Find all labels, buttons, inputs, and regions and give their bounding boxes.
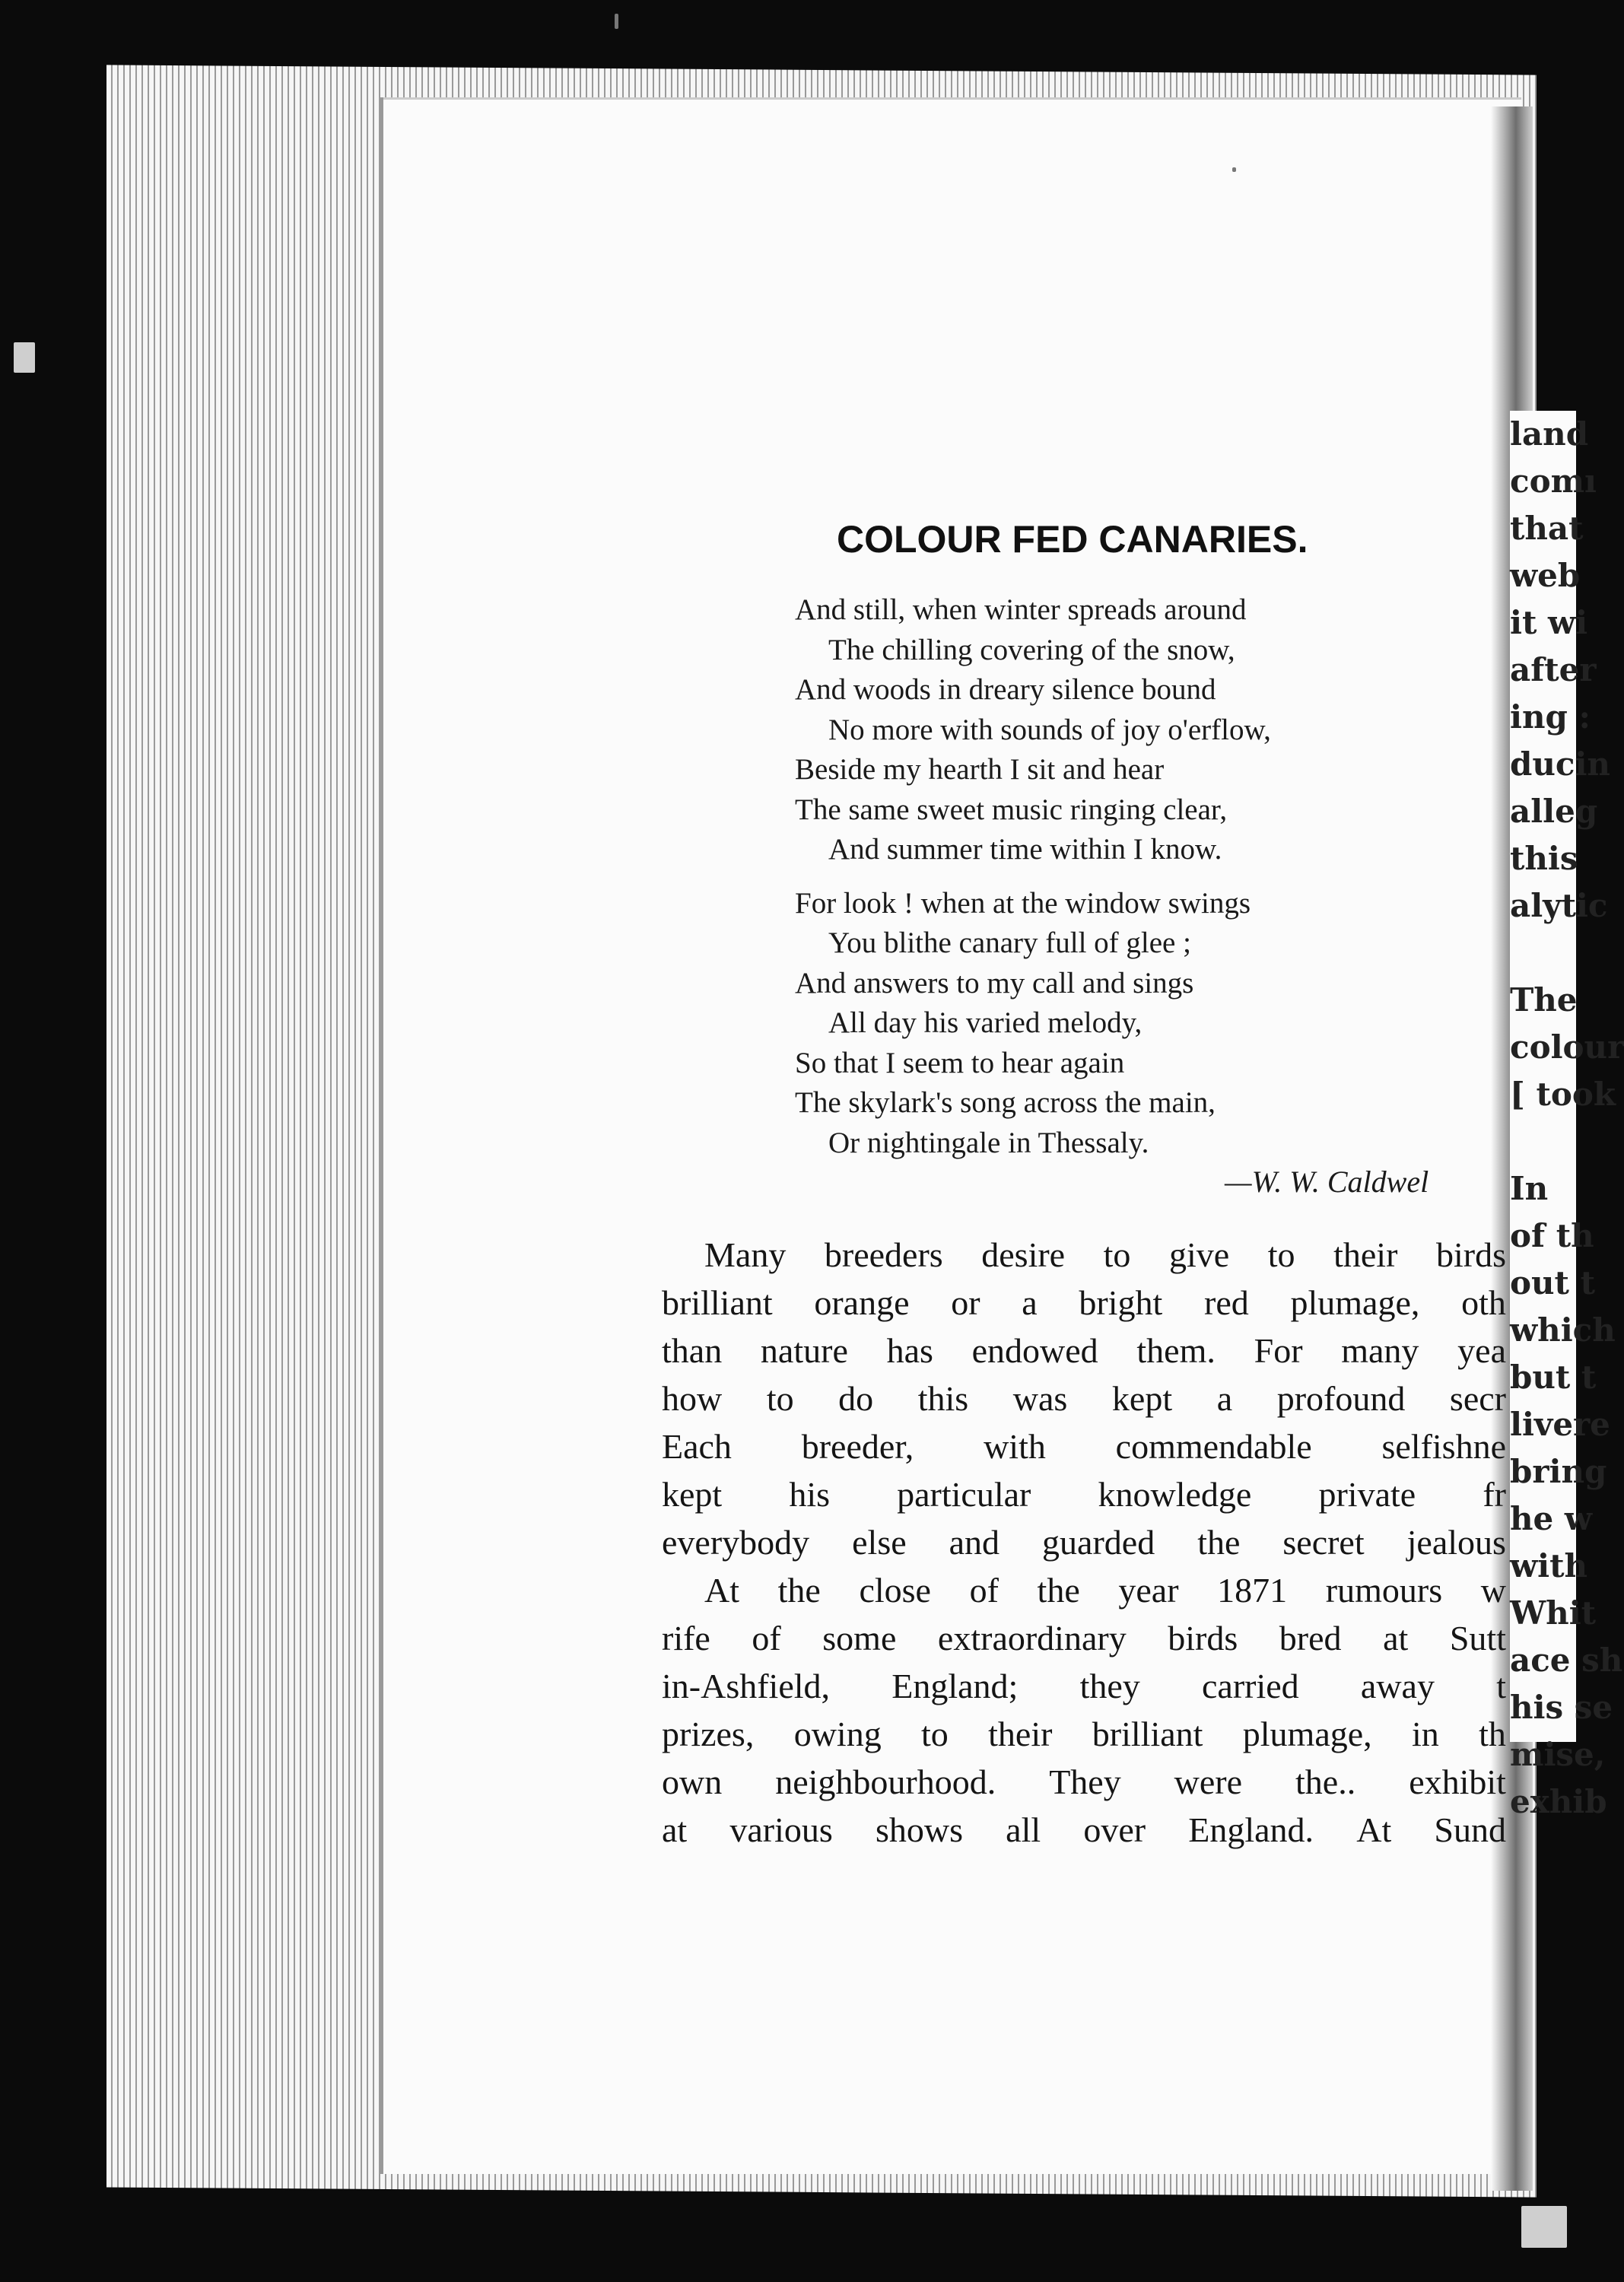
body-word: than	[662, 1331, 723, 1370]
facing-line: land	[1510, 415, 1589, 453]
poem-line: You blithe canary full of glee ;	[828, 926, 1191, 959]
poem-line: The same sweet music ringing clear,	[795, 793, 1228, 826]
body-word: they	[1079, 1667, 1140, 1705]
body-word: shows	[875, 1810, 963, 1849]
body-word: them.	[1136, 1331, 1216, 1370]
facing-line: alytic	[1510, 887, 1608, 924]
body-word: They	[1049, 1762, 1121, 1801]
facing-line: ace sh	[1510, 1642, 1623, 1679]
poem-line: And still, when winter spreads around	[795, 593, 1247, 626]
body-word: year	[1118, 1571, 1179, 1610]
facing-line: ing :	[1510, 698, 1591, 736]
facing-line: his se	[1510, 1689, 1613, 1726]
body-word: th	[1479, 1715, 1506, 1753]
facing-line: of th	[1510, 1217, 1594, 1254]
body-word: selfishne	[1381, 1427, 1506, 1466]
scan-speck	[1232, 167, 1236, 172]
body-word: was	[1012, 1379, 1068, 1418]
facing-line: which	[1510, 1311, 1616, 1349]
body-word: England;	[891, 1667, 1019, 1705]
facing-line: this	[1510, 840, 1578, 877]
body-word: his	[789, 1475, 831, 1514]
body-word: many	[1341, 1331, 1419, 1370]
body-word: brilliant	[1092, 1715, 1203, 1753]
body-word: in-Ashfield,	[662, 1667, 831, 1705]
body-word: a	[1216, 1379, 1233, 1418]
body-word: and	[949, 1523, 1000, 1562]
poem-line: For look ! when at the window swings	[795, 886, 1251, 920]
body-line	[662, 1470, 1506, 1518]
body-word: Many	[704, 1235, 787, 1274]
body-word: neighbourhood.	[775, 1762, 996, 1801]
facing-line: In	[1510, 1170, 1549, 1207]
body-word: secr	[1449, 1379, 1506, 1418]
facing-line: The	[1510, 981, 1578, 1019]
body-line	[662, 1279, 1506, 1327]
body-word: Sutt	[1449, 1619, 1506, 1657]
body-word: at	[662, 1810, 688, 1849]
body-word: some	[822, 1619, 897, 1657]
body-word: t	[1496, 1667, 1506, 1705]
body-word: orange	[814, 1283, 910, 1322]
facing-line: it wi	[1510, 604, 1588, 641]
body-word: For	[1254, 1331, 1303, 1370]
facing-gap	[1510, 1118, 1576, 1165]
body-line	[662, 1422, 1506, 1470]
body-word: brilliant	[662, 1283, 773, 1322]
scan-speck	[14, 342, 35, 373]
body-word: England.	[1188, 1810, 1314, 1849]
facing-line: livere	[1510, 1406, 1610, 1443]
body-word: Each	[662, 1427, 732, 1466]
facing-line: that	[1510, 510, 1584, 547]
body-line	[662, 1566, 1506, 1614]
body-word: fr	[1483, 1475, 1506, 1514]
body-word: bright	[1079, 1283, 1163, 1322]
body-word: in	[1412, 1715, 1439, 1753]
body-word: everybody	[662, 1523, 810, 1562]
poem-line: And woods in dreary silence bound	[795, 673, 1216, 706]
body-word: yea	[1457, 1331, 1506, 1370]
poem-line: So that I seem to hear again	[795, 1046, 1125, 1079]
body-word: else	[852, 1523, 907, 1562]
body-word: extraordinary	[937, 1619, 1127, 1657]
body-word: to	[1103, 1235, 1131, 1274]
body-word: w	[1480, 1571, 1506, 1610]
body-word: breeders	[824, 1235, 943, 1274]
body-word: Sund	[1434, 1810, 1506, 1849]
body-word: how	[662, 1379, 723, 1418]
body-word: endowed	[971, 1331, 1098, 1370]
body-line	[662, 1375, 1506, 1422]
body-word: all	[1006, 1810, 1041, 1849]
poem-attribution: —W. W. Caldwel	[1225, 1165, 1429, 1199]
body-word: over	[1083, 1810, 1146, 1849]
facing-line: Whit	[1510, 1594, 1597, 1632]
facing-line: colour	[1510, 1028, 1624, 1066]
facing-page-fragment	[1510, 411, 1624, 1820]
body-word: of	[752, 1619, 781, 1657]
body-word: commendable	[1115, 1427, 1312, 1466]
body-line	[662, 1710, 1506, 1758]
facing-line: mise,	[1510, 1736, 1606, 1773]
facing-line: web	[1510, 557, 1581, 594]
poem-line: And summer time within I know.	[828, 833, 1222, 866]
poem-line: All day his varied melody,	[828, 1006, 1143, 1039]
body-word: their	[1333, 1235, 1398, 1274]
poem-stanza-1	[795, 590, 1449, 870]
body-word: this	[917, 1379, 969, 1418]
body-word: At	[704, 1571, 739, 1610]
facing-line: but t	[1510, 1359, 1597, 1396]
poem-line: Beside my hearth I sit and hear	[795, 753, 1165, 786]
scan-speck	[1521, 2206, 1567, 2248]
body-word: with	[984, 1427, 1046, 1466]
body-line	[662, 1614, 1506, 1662]
body-word: oth	[1461, 1283, 1506, 1322]
body-word: or	[951, 1283, 980, 1322]
body-word: were	[1174, 1762, 1243, 1801]
poem-stanza-2	[795, 884, 1449, 1164]
body-word: nature	[760, 1331, 848, 1370]
body-word: plumage,	[1290, 1283, 1420, 1322]
body-word: breeder,	[801, 1427, 914, 1466]
body-word: birds	[1168, 1619, 1238, 1657]
facing-line: with	[1510, 1547, 1588, 1584]
body-line	[662, 1806, 1506, 1854]
body-word: to	[1267, 1235, 1295, 1274]
body-word: jealous	[1406, 1523, 1506, 1562]
body-word: rumours	[1325, 1571, 1443, 1610]
body-word: the	[777, 1571, 821, 1610]
body-word: to	[766, 1379, 794, 1418]
poem-line: And answers to my call and sings	[795, 966, 1194, 1000]
facing-line: bring	[1510, 1453, 1607, 1490]
body-word: of	[969, 1571, 999, 1610]
body-word: to	[921, 1715, 949, 1753]
poem-line: The chilling covering of the snow,	[828, 633, 1235, 666]
facing-line: ducin	[1510, 745, 1610, 783]
body-word: give	[1169, 1235, 1230, 1274]
page-title: COLOUR FED CANARIES.	[837, 518, 1308, 561]
body-word: 1871	[1217, 1571, 1288, 1610]
body-word: knowledge	[1098, 1475, 1252, 1514]
body-word: various	[729, 1810, 833, 1849]
body-word: close	[859, 1571, 931, 1610]
body-word: away	[1360, 1667, 1435, 1705]
body-word: owing	[793, 1715, 882, 1753]
poem-line: The skylark's song across the main,	[795, 1086, 1216, 1119]
poem	[795, 590, 1449, 1163]
facing-line: he w	[1510, 1500, 1593, 1537]
body-word: kept	[1111, 1379, 1173, 1418]
body-word: prizes,	[662, 1715, 755, 1753]
body-word: exhibit	[1409, 1762, 1506, 1801]
facing-line: after	[1510, 651, 1597, 688]
body-word: their	[988, 1715, 1053, 1753]
poem-line: No more with sounds of joy o'erflow,	[828, 713, 1271, 746]
body-word: a	[1022, 1283, 1038, 1322]
body-word: the	[1197, 1523, 1241, 1562]
body-word: own	[662, 1762, 723, 1801]
facing-line: [ took	[1510, 1076, 1616, 1113]
body-word: kept	[662, 1475, 723, 1514]
facing-line: exhib	[1510, 1783, 1607, 1820]
body-word: secret	[1282, 1523, 1365, 1562]
facing-line: alleg	[1510, 793, 1598, 830]
poem-line: Or nightingale in Thessaly.	[828, 1126, 1149, 1159]
body-word: private	[1318, 1475, 1416, 1514]
body-line	[662, 1518, 1506, 1566]
body-word: profound	[1276, 1379, 1406, 1418]
body-word: has	[886, 1331, 933, 1370]
body-word: rife	[662, 1619, 710, 1657]
body-word: carried	[1202, 1667, 1299, 1705]
facing-gap	[1510, 930, 1576, 977]
body-word: red	[1204, 1283, 1249, 1322]
body-word: at	[1383, 1619, 1409, 1657]
body-word: bred	[1279, 1619, 1342, 1657]
body-word: At	[1356, 1810, 1392, 1849]
scan-speck	[615, 14, 618, 29]
body-text	[662, 1231, 1506, 1854]
body-word: birds	[1435, 1235, 1506, 1274]
body-word: the	[1037, 1571, 1080, 1610]
body-word: guarded	[1042, 1523, 1155, 1562]
body-word: the..	[1295, 1762, 1356, 1801]
facing-line: out t	[1510, 1264, 1595, 1302]
body-word: desire	[981, 1235, 1066, 1274]
body-line	[662, 1231, 1506, 1279]
facing-line: comı	[1510, 462, 1597, 500]
body-line	[662, 1758, 1506, 1806]
body-line	[662, 1327, 1506, 1375]
body-line	[662, 1662, 1506, 1710]
body-word: do	[838, 1379, 874, 1418]
body-word: plumage,	[1242, 1715, 1372, 1753]
body-word: particular	[897, 1475, 1031, 1514]
